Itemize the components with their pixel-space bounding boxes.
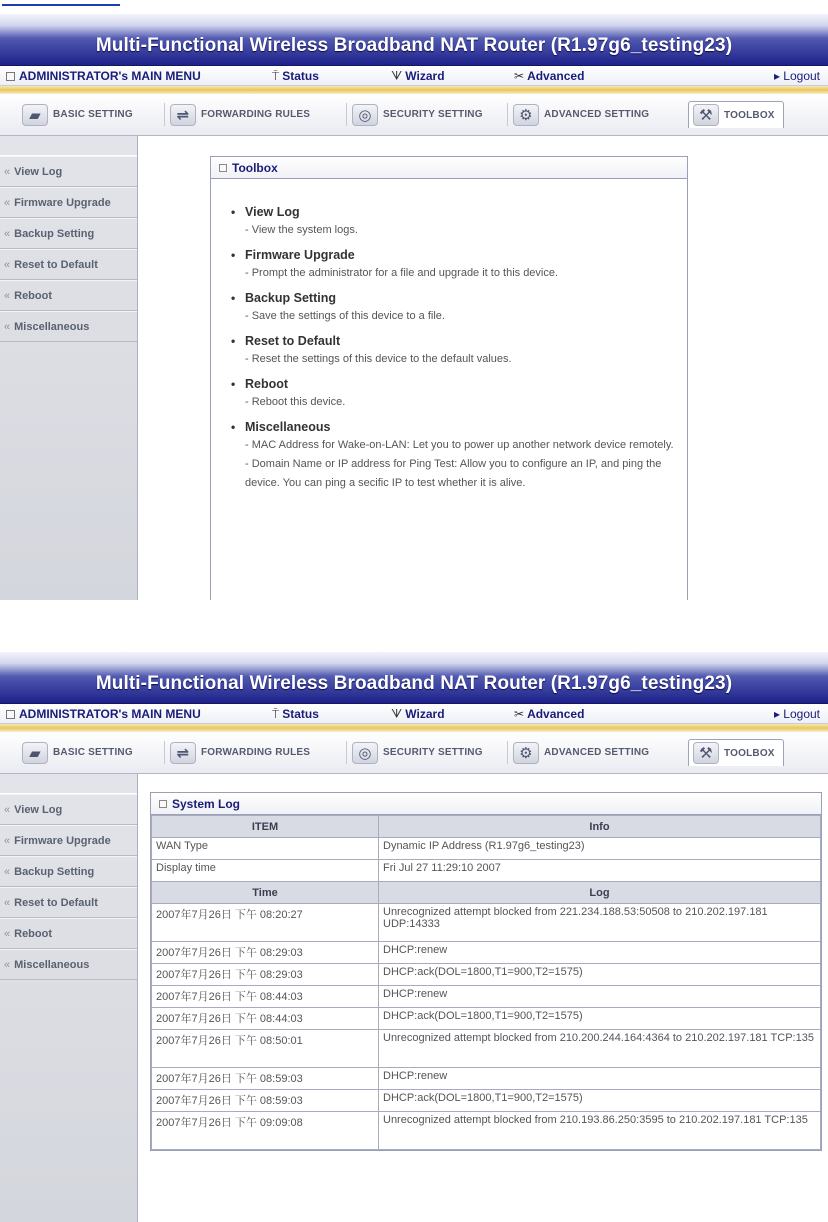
item-title: • Reset to Default [231, 334, 341, 348]
wizard-icon: ᗐ [391, 707, 403, 721]
sidebar-item-reset-to-default[interactable]: « Reset to Default [0, 249, 137, 280]
wizard-menu-link[interactable]: ᗐ Wizard [391, 69, 445, 83]
forwarding-icon: ⇌ [170, 104, 196, 126]
security-icon: ◎ [352, 104, 378, 126]
log-message: DHCP:renew [379, 942, 821, 964]
bullet-icon: « [4, 259, 11, 271]
bullet-icon: « [4, 897, 11, 909]
list-item [231, 418, 677, 493]
log-time: 2007年7月26日 下午 08:29:03 [152, 964, 379, 986]
log-message: DHCP:ack(DOL=1800,T1=900,T2=1575) [379, 964, 821, 986]
sidebar-item-backup-setting[interactable]: « Backup Setting [0, 218, 137, 249]
sidebar-top [0, 774, 137, 794]
tab-toolbox[interactable]: ⚒ TOOLBOX [688, 739, 784, 766]
panel-heading: System Log [151, 793, 821, 815]
main-menu-bar [0, 704, 828, 724]
content-area [140, 136, 828, 600]
tab-separator [346, 741, 347, 764]
item-description: - View the system logs. [245, 224, 358, 236]
bullet-icon: « [4, 228, 11, 240]
table-row [152, 1030, 821, 1068]
bullet-icon: • [231, 334, 236, 348]
sidebar-item-miscellaneous[interactable]: « Miscellaneous [0, 949, 137, 980]
corner-link-underline[interactable] [2, 0, 120, 6]
sidebar-item-reboot[interactable]: « Reboot [0, 918, 137, 949]
tab-security-setting[interactable]: ◎ SECURITY SETTING [352, 101, 483, 128]
tab-separator [507, 741, 508, 764]
item-description: - Domain Name or IP address for Ping Test: Allow you to configure an IP, and ping the device. You can ping a secific IP to test whether it is alive. [245, 458, 662, 489]
square-icon [219, 164, 227, 172]
sidebar-item-view-log[interactable]: « View Log [0, 794, 137, 825]
item-title: • View Log [231, 205, 300, 219]
tab-separator [346, 103, 347, 126]
bullet-icon: « [4, 928, 11, 940]
router-title: Multi-Functional Wireless Broadband NAT Router (R1.97g6_testing23) [95, 35, 733, 56]
log-message: Unrecognized attempt blocked from 221.234.188.53:50508 to 210.202.197.181 UDP:14333 [379, 904, 821, 942]
logout-link[interactable]: ▸ Logout [773, 707, 820, 721]
basic-setting-icon: ▰ [22, 104, 48, 126]
arrow-right-icon: ▸ [773, 69, 784, 83]
status-menu-link[interactable]: ⍑ Status [272, 69, 319, 83]
item-title: • Miscellaneous [231, 420, 331, 434]
table-row [152, 1090, 821, 1112]
log-message: Unrecognized attempt blocked from 210.193.86.250:3595 to 210.202.197.181 TCP:135 [379, 1112, 821, 1150]
toolbox-screen [0, 14, 828, 600]
list-item [231, 203, 677, 240]
tab-separator [507, 103, 508, 126]
item-description: - Reset the settings of this device to the default values. [245, 353, 512, 365]
table-row [152, 1008, 821, 1030]
logout-link[interactable]: ▸ Logout [773, 69, 820, 83]
toolbox-icon: ⚒ [693, 742, 719, 764]
advanced-icon: ⚙ [513, 104, 539, 126]
sidebar-item-view-log[interactable]: « View Log [0, 156, 137, 187]
log-message: DHCP:ack(DOL=1800,T1=900,T2=1575) [379, 1008, 821, 1030]
table-row [152, 1068, 821, 1090]
tab-advanced-setting[interactable]: ⚙ ADVANCED SETTING [513, 101, 649, 128]
tabs-bar [0, 94, 828, 136]
sidebar-item-firmware-upgrade[interactable]: « Firmware Upgrade [0, 825, 137, 856]
table-header-row [152, 882, 821, 904]
list-item [231, 246, 677, 283]
tab-forwarding-rules[interactable]: ⇌ FORWARDING RULES [170, 739, 310, 766]
tab-advanced-setting[interactable]: ⚙ ADVANCED SETTING [513, 739, 649, 766]
content-area [140, 774, 828, 1222]
tools-icon: ✂ [514, 69, 525, 83]
body-area [0, 136, 828, 600]
admin-main-menu-link[interactable]: ADMINISTRATOR's MAIN MENU [6, 707, 201, 721]
accent-strip [0, 86, 828, 94]
tools-icon: ✂ [514, 707, 525, 721]
tab-basic-setting[interactable]: ▰ BASIC SETTING [22, 101, 133, 128]
admin-main-menu-link[interactable]: ADMINISTRATOR's MAIN MENU [6, 69, 201, 83]
bullet-icon: « [4, 321, 11, 333]
advanced-icon: ⚙ [513, 742, 539, 764]
sidebar-item-reset-to-default[interactable]: « Reset to Default [0, 887, 137, 918]
list-item [231, 332, 677, 369]
table-row [152, 986, 821, 1008]
sidebar-item-reboot[interactable]: « Reboot [0, 280, 137, 311]
security-icon: ◎ [352, 742, 378, 764]
table-row [152, 838, 821, 860]
main-menu-bar [0, 66, 828, 86]
forwarding-icon: ⇌ [170, 742, 196, 764]
bullet-icon: • [231, 291, 236, 305]
advanced-menu-link[interactable]: ✂ Advanced [514, 707, 585, 721]
table-row [152, 904, 821, 942]
bullet-icon: • [231, 420, 236, 434]
antenna-icon: ⍑ [272, 707, 280, 721]
wan-type-value: Dynamic IP Address (R1.97g6_testing23) [379, 838, 821, 860]
item-description: - MAC Address for Wake-on-LAN: Let you to power up another network device remotely. [245, 439, 674, 451]
bullet-icon: « [4, 866, 11, 878]
system-log-panel [150, 792, 822, 1151]
bullet-icon: « [4, 290, 11, 302]
bullet-icon: • [231, 377, 236, 391]
toolbox-panel [210, 156, 688, 600]
bullet-icon: « [4, 197, 11, 209]
router-title: Multi-Functional Wireless Broadband NAT Router (R1.97g6_testing23) [95, 673, 733, 694]
accent-strip [0, 724, 828, 732]
tabs-bar [0, 732, 828, 774]
log-message: DHCP:renew [379, 986, 821, 1008]
wizard-menu-link[interactable]: ᗐ Wizard [391, 707, 445, 721]
sidebar [0, 136, 138, 600]
log-time: 2007年7月26日 下午 08:44:03 [152, 1008, 379, 1030]
log-time: 2007年7月26日 下午 08:59:03 [152, 1068, 379, 1090]
log-time: 2007年7月26日 下午 09:09:08 [152, 1112, 379, 1150]
column-header-log: Log [379, 882, 821, 904]
advanced-menu-link[interactable]: ✂ Advanced [514, 69, 585, 83]
table-header-row [152, 816, 821, 838]
system-log-table [151, 815, 821, 1150]
table-row [152, 942, 821, 964]
item-title: • Firmware Upgrade [231, 248, 355, 262]
sidebar-top [0, 136, 137, 156]
tab-forwarding-rules[interactable]: ⇌ FORWARDING RULES [170, 101, 310, 128]
wizard-icon: ᗐ [391, 69, 403, 83]
item-description: - Reboot this device. [245, 396, 346, 408]
sidebar-item-backup-setting[interactable]: « Backup Setting [0, 856, 137, 887]
log-time: 2007年7月26日 下午 08:59:03 [152, 1090, 379, 1112]
item-description: - Save the settings of this device to a file. [245, 310, 445, 322]
title-bar [0, 14, 828, 66]
column-header-item: ITEM [152, 816, 379, 838]
log-time: 2007年7月26日 下午 08:50:01 [152, 1030, 379, 1068]
body-area [0, 774, 828, 1222]
square-icon [6, 72, 15, 81]
item-title: • Backup Setting [231, 291, 336, 305]
column-header-info: Info [379, 816, 821, 838]
display-time-label: Display time [152, 860, 379, 882]
list-item [231, 289, 677, 326]
table-row [152, 860, 821, 882]
log-time: 2007年7月26日 下午 08:20:27 [152, 904, 379, 942]
title-bar [0, 652, 828, 704]
item-description: - Prompt the administrator for a file and upgrade it to this device. [245, 267, 559, 279]
status-menu-link[interactable]: ⍑ Status [272, 707, 319, 721]
tab-basic-setting[interactable]: ▰ BASIC SETTING [22, 739, 133, 766]
antenna-icon: ⍑ [272, 69, 280, 83]
log-time: 2007年7月26日 下午 08:44:03 [152, 986, 379, 1008]
log-message: DHCP:renew [379, 1068, 821, 1090]
list-item [231, 375, 677, 412]
bullet-icon: « [4, 804, 11, 816]
toolbox-icon: ⚒ [693, 104, 719, 126]
bullet-icon: • [231, 205, 236, 219]
bullet-icon: « [4, 166, 11, 178]
tab-separator [164, 103, 165, 126]
log-time: 2007年7月26日 下午 08:29:03 [152, 942, 379, 964]
tab-toolbox[interactable]: ⚒ TOOLBOX [688, 101, 784, 128]
table-row [152, 964, 821, 986]
bullet-icon: • [231, 248, 236, 262]
tab-security-setting[interactable]: ◎ SECURITY SETTING [352, 739, 483, 766]
display-time-value: Fri Jul 27 11:29:10 2007 [379, 860, 821, 882]
sidebar [0, 774, 138, 1222]
panel-heading: Toolbox [211, 157, 687, 179]
log-message: Unrecognized attempt blocked from 210.200.244.164:4364 to 210.202.197.181 TCP:135 [379, 1030, 821, 1068]
sidebar-item-firmware-upgrade[interactable]: « Firmware Upgrade [0, 187, 137, 218]
bullet-icon: « [4, 959, 11, 971]
square-icon [6, 710, 15, 719]
square-icon [159, 800, 167, 808]
toolbox-list [211, 179, 687, 511]
arrow-right-icon: ▸ [773, 707, 784, 721]
item-title: • Reboot [231, 377, 289, 391]
sidebar-item-miscellaneous[interactable]: « Miscellaneous [0, 311, 137, 342]
log-message: DHCP:ack(DOL=1800,T1=900,T2=1575) [379, 1090, 821, 1112]
tab-separator [164, 741, 165, 764]
basic-setting-icon: ▰ [22, 742, 48, 764]
wan-type-label: WAN Type [152, 838, 379, 860]
column-header-time: Time [152, 882, 379, 904]
system-log-screen [0, 652, 828, 1222]
bullet-icon: « [4, 835, 11, 847]
table-row [152, 1112, 821, 1150]
